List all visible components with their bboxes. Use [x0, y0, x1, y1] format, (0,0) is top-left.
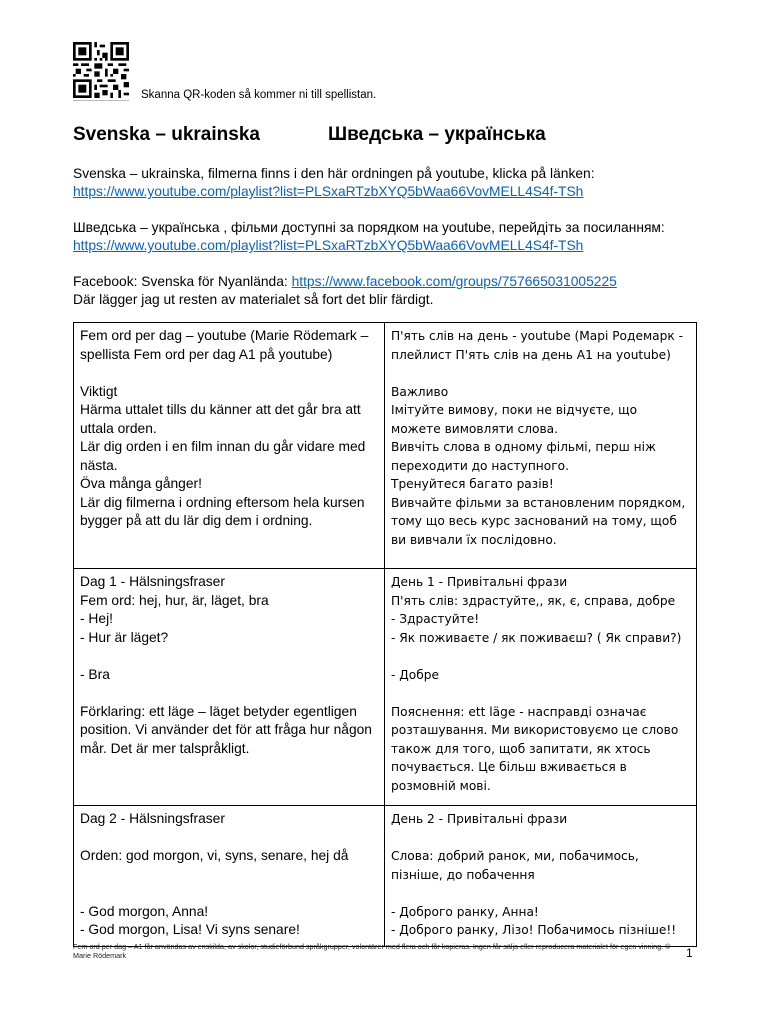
cell-ukrainian	[385, 806, 697, 947]
cell-line: День 1 - Привітальні фрази	[391, 575, 568, 589]
cell-line: Вивчайте фільми за встановленим порядком, тому що весь курс заснований на тому, щоб ви вивчали їх послідовно.	[391, 495, 686, 547]
cell-line: День 2 - Привітальні фрази	[391, 812, 568, 826]
title-ukrainian: Шведська – українська	[328, 124, 546, 145]
cell-line: Fem ord per dag – youtube (Marie Rödemark – spellista Fem ord per dag A1 på youtube)	[80, 328, 369, 362]
facebook-line	[73, 273, 713, 291]
cell-ukrainian	[385, 569, 697, 806]
cell-swedish	[74, 323, 385, 569]
table-row	[74, 323, 697, 569]
cell-swedish	[74, 806, 385, 947]
table-row	[74, 569, 697, 806]
facebook-note: Där lägger jag ut resten av materialet så fort det blir färdigt.	[73, 292, 434, 307]
cell-line: Härma uttalet tills du känner att det går bra att uttala orden.	[80, 402, 361, 436]
cell-line: П'ять слів: здрастуйте,, як, є, справа, добре	[391, 593, 676, 608]
qr-code	[73, 42, 129, 98]
table-row	[74, 806, 697, 947]
cell-line: Вивчіть слова в одному фільмі, перш ніж переходити до наступного.	[391, 440, 656, 473]
cell-line	[391, 884, 690, 903]
cell-line: - Доброго ранку, Анна!	[391, 904, 539, 919]
cell-line: - Здрастуйте!	[391, 612, 480, 626]
cell-line: - Добре	[391, 667, 440, 682]
cell-line: Dag 1 - Hälsningsfraser	[80, 574, 225, 589]
cell-line: Förklaring: ett läge – läget betyder egentligen position. Vi använder det för att fråga hur någon mår. Det är mer talspråkligt.	[80, 703, 372, 756]
cell-line: Lär dig orden i en film innan du går vidare med nästa.	[80, 439, 366, 473]
cell-line: Dag 2 - Hälsningsfraser	[80, 811, 225, 826]
youtube-playlist-link-uk[interactable]: https://www.youtube.com/playlist?list=PLSxaRTzbXYQ5bWaa66VovMELL4S4f-TSh	[73, 238, 584, 253]
cell-line: Важливо	[391, 384, 449, 399]
lesson-table	[73, 322, 697, 947]
cell-line	[391, 364, 690, 383]
cell-line: Lär dig filmerna i ordning eftersom hela kursen bygger på att du lär dig dem i ordning.	[80, 494, 365, 528]
cell-line	[391, 684, 690, 703]
cell-line: Імітуйте вимову, поки не відчуєте, що можете вимовляти слова.	[391, 403, 638, 436]
footer-copyright: Fem ord per dag – A1 får användas av enskilda, av skolor, studieförbund språkgrupper, volontärer med flera och får kopieras. Ingen får sälja eller reproducera materialet för egen vinning. © Marie Rödemark	[73, 942, 671, 960]
intro-ukrainian-text: Шведська – українська , фільми доступні за порядком на youtube, перейдіть за посиланням:	[73, 220, 665, 235]
cell-line	[80, 884, 378, 903]
cell-line	[80, 829, 378, 848]
cell-line: Fem ord: hej, hur, är, läget, bra	[80, 592, 269, 608]
cell-line: Слова: добрий ранок, ми, побачимось, пізніше, до побачення	[391, 849, 639, 882]
cell-line: - Доброго ранку, Лізо! Побачимось пізніше!!	[391, 923, 677, 937]
cell-line: Тренуйтеся багато разів!	[391, 477, 554, 491]
cell-ukrainian	[385, 323, 697, 569]
cell-line: Пояснення: ett läge - насправді означає розташування. Ми використовуємо це слово також для того, щоб запитати, як хтось почувається. Це більш вживається в розмовній мові.	[391, 704, 679, 793]
cell-line: - Hej!	[80, 611, 113, 626]
cell-line: Öva många gånger!	[80, 476, 202, 491]
cell-line: - Hur är läget?	[80, 629, 169, 645]
intro-swedish-text: Svenska – ukrainska, filmerna finns i den här ordningen på youtube, klicka på länken:	[73, 166, 595, 181]
cell-line: - Як поживаєте / як поживаєш? ( Як справи?)	[391, 630, 682, 645]
cell-line	[391, 647, 690, 666]
intro-swedish	[73, 165, 713, 201]
qr-caption: Skanna QR-koden så kommer ni till spellistan.	[141, 89, 377, 101]
cell-line: - Bra	[80, 666, 110, 682]
cell-line: Viktigt	[80, 383, 118, 399]
facebook-info	[73, 273, 713, 309]
cell-line	[391, 829, 690, 848]
cell-line	[80, 684, 378, 703]
cell-line	[80, 866, 378, 885]
cell-line: Orden: god morgon, vi, syns, senare, hej då	[80, 848, 349, 863]
cell-line: П'ять слів на день - youtube (Марі Родемарк - плейлист П'ять слів на день A1 на youtube)	[391, 329, 683, 362]
page-number: 1	[686, 946, 693, 960]
title-swedish: Svenska – ukrainska	[73, 124, 260, 145]
youtube-playlist-link[interactable]: https://www.youtube.com/playlist?list=PLSxaRTzbXYQ5bWaa66VovMELL4S4f-TSh	[73, 184, 584, 199]
cell-line: - God morgon, Anna!	[80, 903, 209, 919]
facebook-label: Facebook: Svenska för Nyanlända:	[73, 274, 292, 289]
facebook-group-link[interactable]: https://www.facebook.com/groups/757665031005225	[291, 274, 617, 289]
cell-swedish	[74, 569, 385, 806]
qr-divider	[73, 100, 129, 101]
cell-line	[80, 647, 378, 666]
cell-line	[80, 364, 378, 383]
cell-line: - God morgon, Lisa! Vi syns senare!	[80, 922, 300, 937]
intro-ukrainian	[73, 219, 713, 255]
